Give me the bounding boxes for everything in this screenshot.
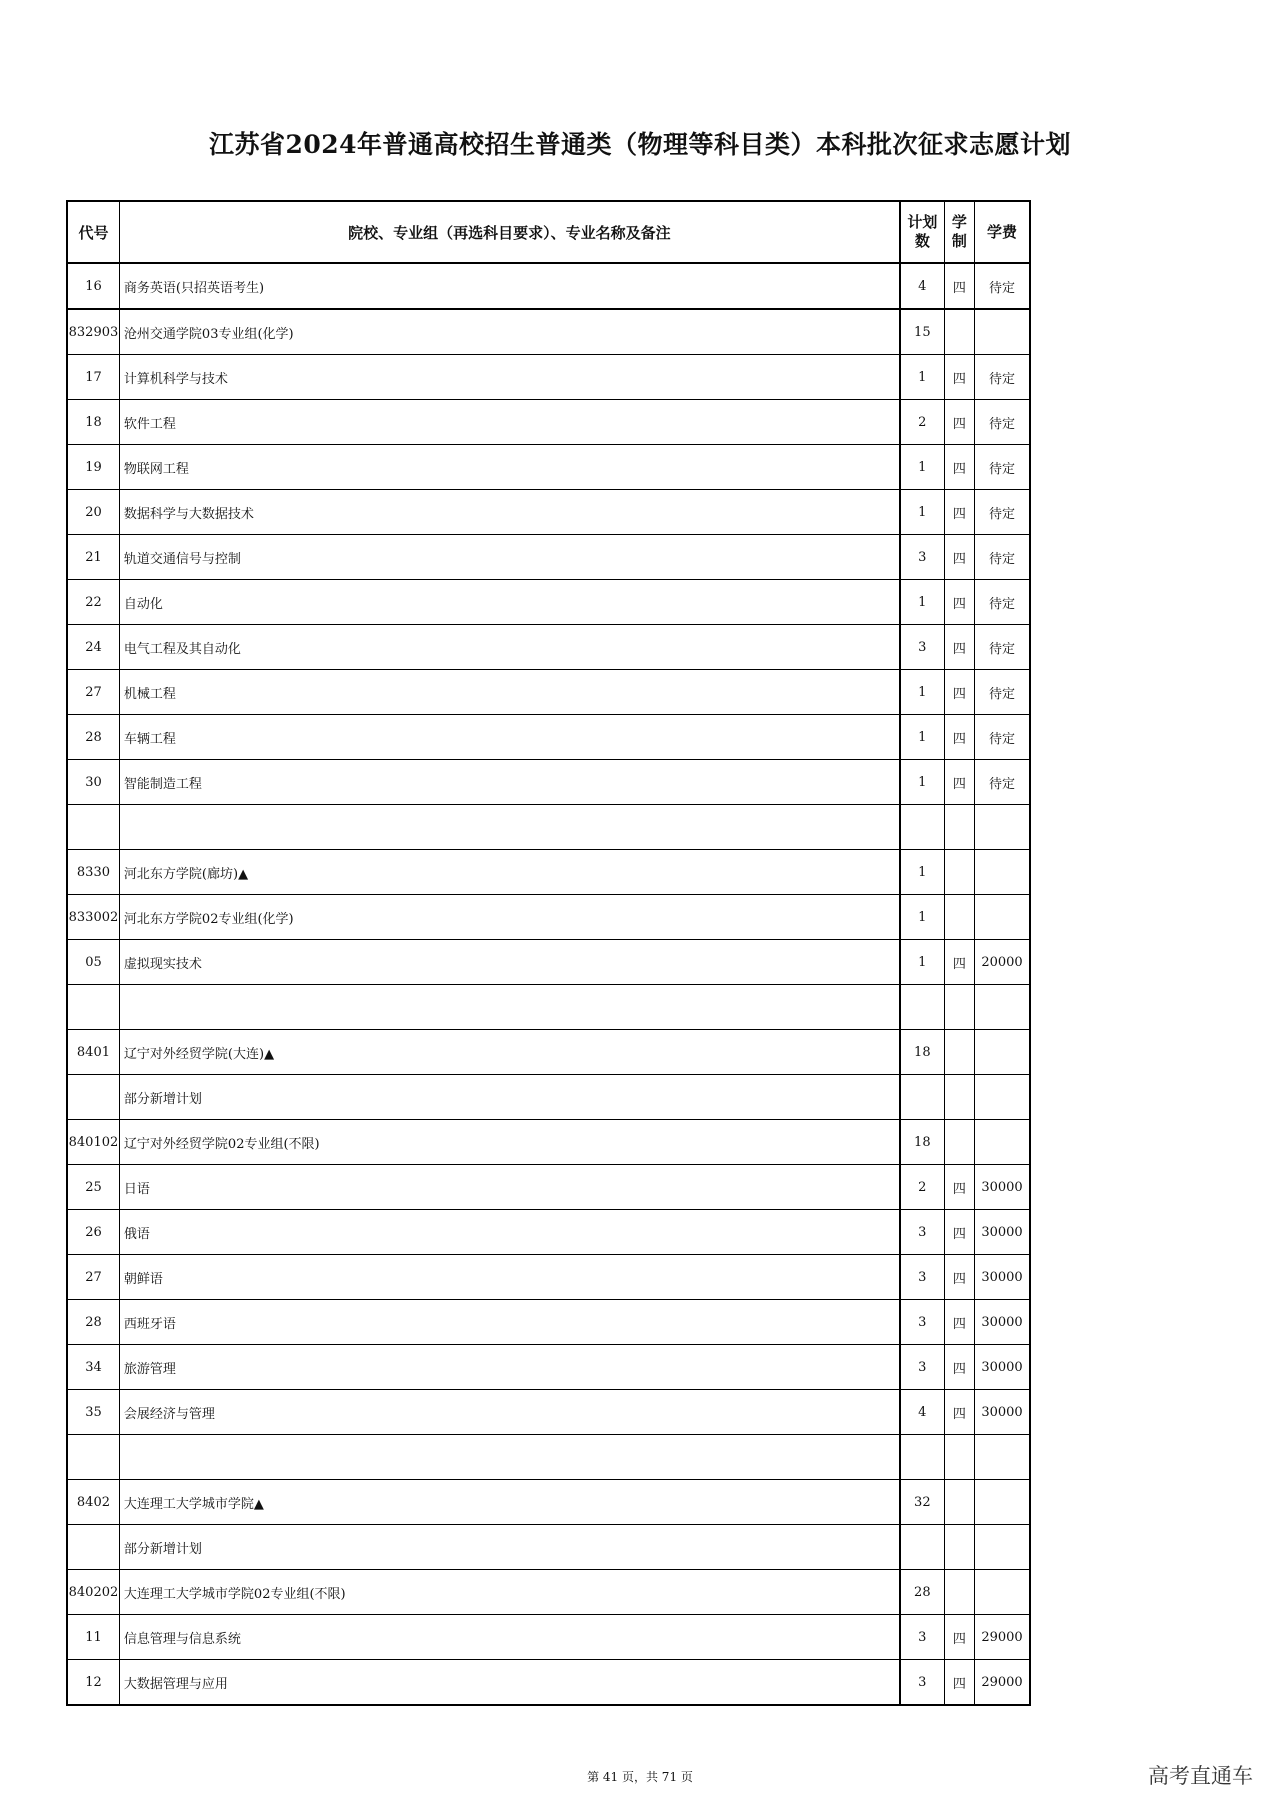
row-fee [975, 850, 1031, 895]
table-row [67, 625, 1030, 670]
table-row [67, 1210, 1030, 1255]
table-row [67, 760, 1030, 805]
row-code: 21 [67, 535, 119, 580]
row-fee: 待定 [975, 760, 1031, 805]
table-row [67, 670, 1030, 715]
row-fee: 待定 [975, 490, 1031, 535]
row-duration: 四 [944, 715, 974, 760]
row-duration: 四 [944, 1660, 974, 1706]
row-code [67, 1525, 119, 1570]
table-row [67, 490, 1030, 535]
row-code [67, 1435, 119, 1480]
row-code: 05 [67, 940, 119, 985]
row-fee [975, 805, 1031, 850]
row-name: 大连理工大学城市学院▲ [119, 1480, 899, 1525]
table-row [67, 805, 1030, 850]
row-duration: 四 [944, 1210, 974, 1255]
row-name: 俄语 [119, 1210, 899, 1255]
row-fee [975, 1480, 1031, 1525]
row-name: 大连理工大学城市学院02专业组(不限) [119, 1570, 899, 1615]
row-plan: 1 [900, 580, 944, 625]
row-plan: 1 [900, 715, 944, 760]
table-row [67, 1615, 1030, 1660]
row-name: 计算机科学与技术 [119, 355, 899, 400]
row-fee: 20000 [975, 940, 1031, 985]
row-fee: 待定 [975, 580, 1031, 625]
table-row [67, 1435, 1030, 1480]
watermark: 高考直通车 [1148, 1764, 1253, 1788]
row-plan: 1 [900, 760, 944, 805]
row-plan [900, 985, 944, 1030]
row-duration [944, 850, 974, 895]
row-plan: 18 [900, 1030, 944, 1075]
row-fee: 30000 [975, 1390, 1031, 1435]
row-duration: 四 [944, 1300, 974, 1345]
row-code: 19 [67, 445, 119, 490]
row-fee: 待定 [975, 263, 1031, 309]
row-fee: 30000 [975, 1345, 1031, 1390]
row-fee: 30000 [975, 1255, 1031, 1300]
row-plan: 28 [900, 1570, 944, 1615]
table-row [67, 400, 1030, 445]
row-duration [944, 1525, 974, 1570]
row-code: 8402 [67, 1480, 119, 1525]
row-name: 自动化 [119, 580, 899, 625]
row-code: 16 [67, 263, 119, 309]
row-name: 河北东方学院(廊坊)▲ [119, 850, 899, 895]
row-code: 34 [67, 1345, 119, 1390]
table-row [67, 895, 1030, 940]
row-plan [900, 1435, 944, 1480]
table-body [67, 263, 1030, 1705]
row-code: 11 [67, 1615, 119, 1660]
table-row [67, 1345, 1030, 1390]
row-name: 朝鲜语 [119, 1255, 899, 1300]
row-duration [944, 1480, 974, 1525]
row-plan: 1 [900, 850, 944, 895]
row-name: 沧州交通学院03专业组(化学) [119, 309, 899, 355]
row-duration: 四 [944, 670, 974, 715]
page-footer: 第 41 页，共 71 页 [587, 1770, 693, 1784]
row-plan: 3 [900, 1300, 944, 1345]
row-code: 8330 [67, 850, 119, 895]
row-code: 832903 [67, 309, 119, 355]
enrollment-plan-table [66, 200, 1031, 1706]
row-code [67, 805, 119, 850]
row-fee: 29000 [975, 1615, 1031, 1660]
row-duration: 四 [944, 625, 974, 670]
row-code: 27 [67, 1255, 119, 1300]
row-name: 大数据管理与应用 [119, 1660, 899, 1706]
table-row [67, 1525, 1030, 1570]
row-name: 部分新增计划 [119, 1075, 899, 1120]
table-row [67, 1030, 1030, 1075]
table-row [67, 1075, 1030, 1120]
row-name: 车辆工程 [119, 715, 899, 760]
row-name: 物联网工程 [119, 445, 899, 490]
row-duration: 四 [944, 1345, 974, 1390]
row-plan: 32 [900, 1480, 944, 1525]
row-name [119, 985, 899, 1030]
header-plan: 计划数 [900, 201, 944, 263]
header-code: 代号 [67, 201, 119, 263]
row-duration [944, 1030, 974, 1075]
row-plan [900, 805, 944, 850]
row-code: 840202 [67, 1570, 119, 1615]
row-duration: 四 [944, 490, 974, 535]
row-plan: 4 [900, 1390, 944, 1435]
row-code: 26 [67, 1210, 119, 1255]
row-fee: 待定 [975, 355, 1031, 400]
row-duration [944, 805, 974, 850]
table-row [67, 985, 1030, 1030]
row-code: 28 [67, 715, 119, 760]
row-code: 24 [67, 625, 119, 670]
row-duration: 四 [944, 760, 974, 805]
row-plan: 2 [900, 400, 944, 445]
row-fee [975, 895, 1031, 940]
row-duration: 四 [944, 355, 974, 400]
row-name: 软件工程 [119, 400, 899, 445]
table-row [67, 535, 1030, 580]
row-duration [944, 1570, 974, 1615]
row-name: 日语 [119, 1165, 899, 1210]
row-plan: 1 [900, 670, 944, 715]
row-name: 数据科学与大数据技术 [119, 490, 899, 535]
row-code: 18 [67, 400, 119, 445]
row-fee: 30000 [975, 1165, 1031, 1210]
row-duration [944, 309, 974, 355]
row-code: 840102 [67, 1120, 119, 1165]
row-plan: 18 [900, 1120, 944, 1165]
table-row [67, 1165, 1030, 1210]
row-fee [975, 1030, 1031, 1075]
row-plan: 3 [900, 535, 944, 580]
row-fee: 待定 [975, 715, 1031, 760]
table-row [67, 355, 1030, 400]
document-title: 江苏省2024年普通高校招生普通类（物理等科目类）本科批次征求志愿计划 [208, 130, 1072, 159]
row-name: 电气工程及其自动化 [119, 625, 899, 670]
header-fee: 学费 [975, 201, 1031, 263]
row-fee [975, 1435, 1031, 1480]
row-plan: 4 [900, 263, 944, 309]
table-row [67, 850, 1030, 895]
table-row [67, 1480, 1030, 1525]
table-row [67, 1120, 1030, 1165]
row-fee [975, 1525, 1031, 1570]
row-name: 辽宁对外经贸学院(大连)▲ [119, 1030, 899, 1075]
row-fee [975, 1570, 1031, 1615]
row-fee: 待定 [975, 625, 1031, 670]
table-row [67, 309, 1030, 355]
row-duration: 四 [944, 445, 974, 490]
row-name [119, 1435, 899, 1480]
table-row [67, 445, 1030, 490]
row-plan: 2 [900, 1165, 944, 1210]
row-code: 17 [67, 355, 119, 400]
row-name: 会展经济与管理 [119, 1390, 899, 1435]
table-row [67, 1300, 1030, 1345]
row-name: 部分新增计划 [119, 1525, 899, 1570]
row-code [67, 1075, 119, 1120]
row-fee: 待定 [975, 535, 1031, 580]
row-code: 35 [67, 1390, 119, 1435]
row-fee: 30000 [975, 1210, 1031, 1255]
row-fee [975, 985, 1031, 1030]
row-code: 833002 [67, 895, 119, 940]
row-duration [944, 895, 974, 940]
row-code: 25 [67, 1165, 119, 1210]
row-fee: 待定 [975, 670, 1031, 715]
row-plan: 3 [900, 1660, 944, 1706]
row-plan: 1 [900, 445, 944, 490]
row-duration: 四 [944, 580, 974, 625]
row-name: 商务英语(只招英语考生) [119, 263, 899, 309]
row-fee: 待定 [975, 400, 1031, 445]
row-duration [944, 1075, 974, 1120]
row-plan: 1 [900, 490, 944, 535]
row-plan [900, 1075, 944, 1120]
row-name: 虚拟现实技术 [119, 940, 899, 985]
table-header-row [67, 201, 1030, 263]
table-row [67, 263, 1030, 309]
row-plan [900, 1525, 944, 1570]
row-code: 20 [67, 490, 119, 535]
row-plan: 3 [900, 1615, 944, 1660]
row-duration: 四 [944, 263, 974, 309]
row-plan: 3 [900, 1345, 944, 1390]
header-duration: 学制 [944, 201, 974, 263]
row-duration [944, 1120, 974, 1165]
row-fee: 30000 [975, 1300, 1031, 1345]
row-name: 辽宁对外经贸学院02专业组(不限) [119, 1120, 899, 1165]
row-name: 西班牙语 [119, 1300, 899, 1345]
row-fee: 29000 [975, 1660, 1031, 1706]
row-name [119, 805, 899, 850]
row-duration: 四 [944, 1255, 974, 1300]
row-code: 27 [67, 670, 119, 715]
row-fee: 待定 [975, 445, 1031, 490]
row-fee [975, 309, 1031, 355]
row-duration: 四 [944, 400, 974, 445]
row-plan: 1 [900, 940, 944, 985]
row-code: 12 [67, 1660, 119, 1706]
row-duration [944, 985, 974, 1030]
row-code: 22 [67, 580, 119, 625]
row-duration [944, 1435, 974, 1480]
row-duration: 四 [944, 1615, 974, 1660]
table-row [67, 580, 1030, 625]
header-name: 院校、专业组（再选科目要求）、专业名称及备注 [119, 201, 899, 263]
row-plan: 1 [900, 355, 944, 400]
row-duration: 四 [944, 1165, 974, 1210]
row-plan: 1 [900, 895, 944, 940]
row-code [67, 985, 119, 1030]
table-row [67, 1255, 1030, 1300]
row-plan: 3 [900, 625, 944, 670]
table-row [67, 1660, 1030, 1706]
row-name: 智能制造工程 [119, 760, 899, 805]
table-row [67, 715, 1030, 760]
row-code: 28 [67, 1300, 119, 1345]
row-name: 轨道交通信号与控制 [119, 535, 899, 580]
row-duration: 四 [944, 1390, 974, 1435]
row-fee [975, 1075, 1031, 1120]
row-name: 信息管理与信息系统 [119, 1615, 899, 1660]
row-fee [975, 1120, 1031, 1165]
table-row [67, 1570, 1030, 1615]
row-plan: 3 [900, 1255, 944, 1300]
row-duration: 四 [944, 940, 974, 985]
table-row [67, 1390, 1030, 1435]
row-plan: 15 [900, 309, 944, 355]
row-duration: 四 [944, 535, 974, 580]
row-code: 30 [67, 760, 119, 805]
row-code: 8401 [67, 1030, 119, 1075]
table-row [67, 940, 1030, 985]
row-name: 机械工程 [119, 670, 899, 715]
row-name: 河北东方学院02专业组(化学) [119, 895, 899, 940]
row-name: 旅游管理 [119, 1345, 899, 1390]
row-plan: 3 [900, 1210, 944, 1255]
